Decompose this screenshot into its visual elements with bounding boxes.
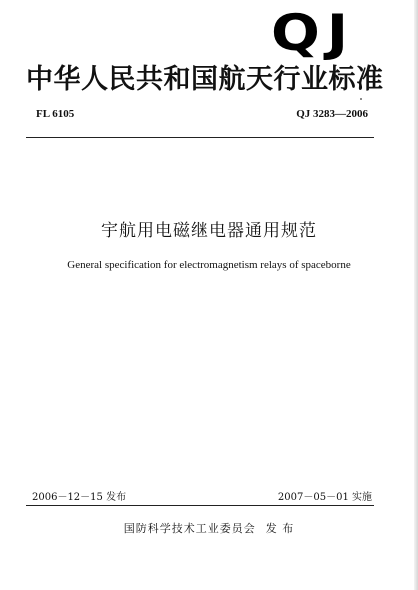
top-divider [26,137,374,138]
classification-code: FL 6105 [36,108,75,120]
standard-number: QJ 3283—2006 [296,108,368,120]
qj-logo: QJ [271,4,356,62]
page-edge-shadow [414,0,418,590]
code-row [36,108,368,124]
publisher-line [0,520,418,536]
scan-speck [360,98,362,100]
issue-date: 2006－12－15 发布 [32,492,127,503]
publisher-name: 国防科学技术工业委员会 [123,522,256,535]
bottom-divider [26,505,374,506]
publisher-action: 发 布 [265,522,295,535]
english-title: General specification for electromagnetism relays of spaceborne [67,259,351,271]
date-row [32,488,372,504]
implementation-date: 2007－05－01 实施 [277,492,372,503]
chinese-title: 宇航用电磁继电器通用规范 [101,221,317,241]
standard-category-heading: 中华人民共和国航天行业标准 [26,64,384,95]
